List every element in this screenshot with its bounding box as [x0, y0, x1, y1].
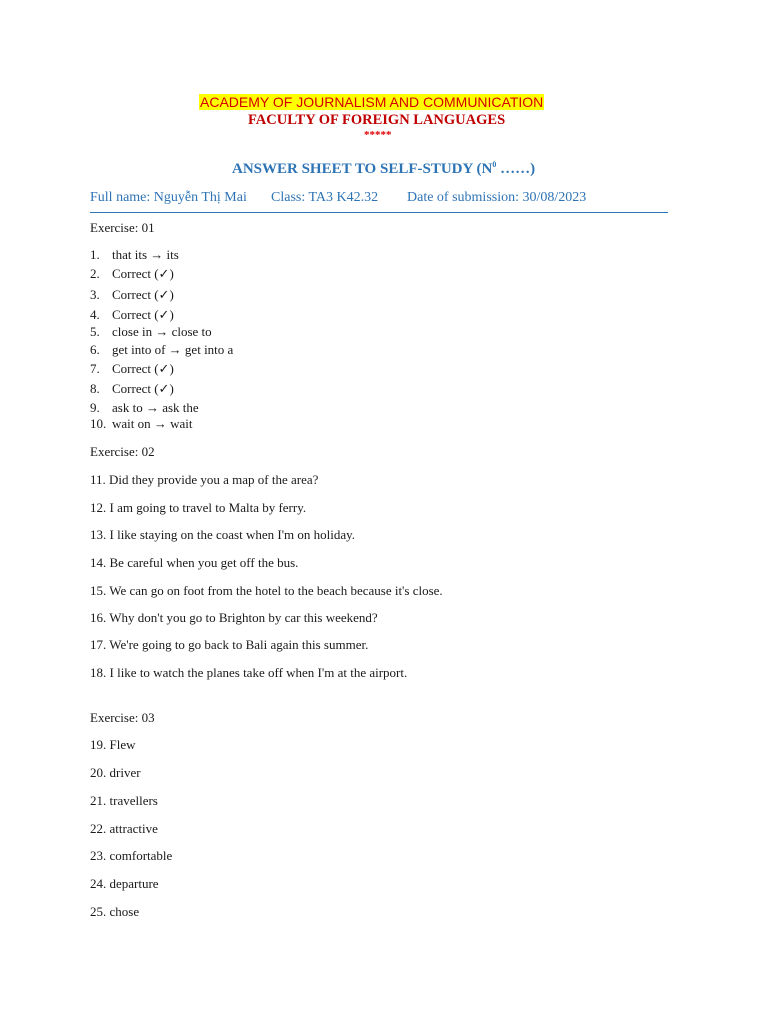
- list-item: 13. I like staying on the coast when I'm on holiday.: [90, 527, 356, 542]
- list-item: 12. I am going to travel to Malta by ferry.: [90, 500, 307, 515]
- list-item: 23. comfortable: [90, 848, 173, 863]
- list-item: 24. departure: [90, 876, 159, 891]
- list-item: 4. Correct (✓): [90, 307, 174, 322]
- academy-name-text: ACADEMY OF JOURNALISM AND COMMUNICATION: [200, 94, 544, 110]
- academy-name: [199, 94, 544, 112]
- list-item: 18. I like to watch the planes take off when I'm at the airport.: [90, 665, 408, 680]
- title-main: ANSWER SHEET TO SELF-STUDY (N: [232, 161, 493, 177]
- faculty-name: FACULTY OF FOREIGN LANGUAGES: [248, 112, 506, 128]
- list-item: 11. Did they provide you a map of the area?: [90, 472, 319, 487]
- list-item: 14. Be careful when you get off the bus.: [90, 555, 299, 570]
- title-superscript: 0: [492, 160, 497, 169]
- document-title: [232, 160, 535, 178]
- exercise-2-heading: Exercise: 02: [90, 444, 155, 459]
- list-item: 5. close in → close to: [90, 324, 212, 339]
- list-item: 10. wait on → wait: [90, 416, 193, 431]
- submission-date: Date of submission: 30/08/2023: [407, 190, 587, 205]
- student-name: Full name: Nguyễn Thị Mai: [90, 190, 247, 205]
- list-item: 15. We can go on foot from the hotel to the beach because it's close.: [90, 583, 443, 598]
- list-item: 1. that its → its: [90, 247, 179, 262]
- list-item: 17. We're going to go back to Bali again this summer.: [90, 637, 369, 652]
- list-item: 22. attractive: [90, 821, 158, 836]
- list-item: 25. chose: [90, 904, 140, 919]
- list-item: 6. get into of → get into a: [90, 342, 234, 357]
- list-item: 2. Correct (✓): [90, 266, 174, 281]
- list-item: 8. Correct (✓): [90, 381, 174, 396]
- title-tail: ……): [496, 161, 536, 177]
- list-item: 19. Flew: [90, 737, 136, 752]
- exercise-3-heading: Exercise: 03: [90, 710, 155, 725]
- header-divider: [90, 212, 668, 213]
- list-item: 7. Correct (✓): [90, 361, 174, 376]
- stars-divider: *****: [364, 129, 392, 141]
- list-item: 21. travellers: [90, 793, 158, 808]
- list-item: 16. Why don't you go to Brighton by car this weekend?: [90, 610, 378, 625]
- student-class: Class: TA3 K42.32: [271, 190, 379, 205]
- list-item: 20. driver: [90, 765, 141, 780]
- list-item: 3. Correct (✓): [90, 287, 174, 302]
- exercise-1-heading: Exercise: 01: [90, 220, 155, 235]
- list-item: 9. ask to → ask the: [90, 400, 199, 415]
